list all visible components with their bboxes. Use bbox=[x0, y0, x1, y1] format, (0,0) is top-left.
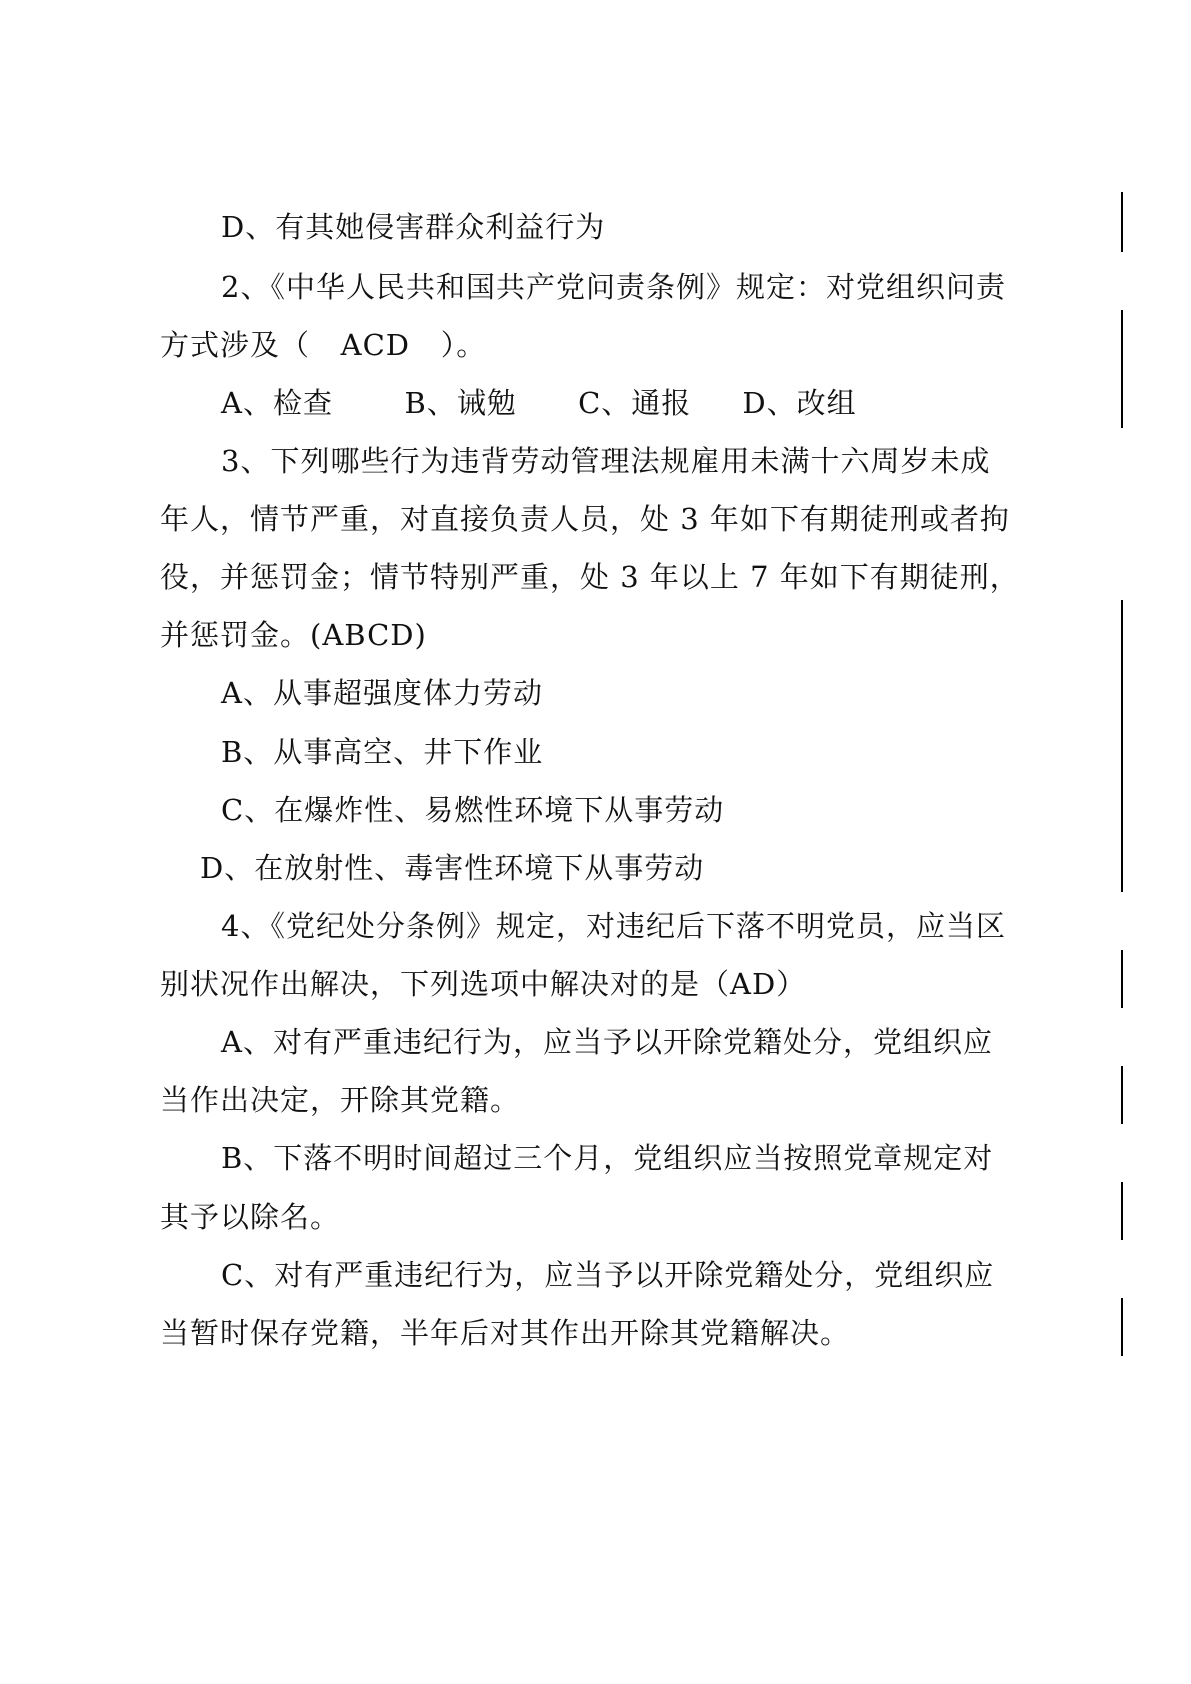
change-bar bbox=[1121, 310, 1123, 428]
text-line: 并惩罚金。(ABCD) bbox=[160, 618, 427, 652]
text-line: 3、下列哪些行为违背劳动管理法规雇用未满十六周岁未成 bbox=[221, 444, 991, 478]
text-line: 其予以除名。 bbox=[160, 1200, 341, 1234]
change-bar bbox=[1121, 192, 1123, 252]
change-bar bbox=[1121, 1182, 1123, 1240]
change-bar bbox=[1121, 1066, 1123, 1124]
text-line: B、下落不明时间超过三个月，党组织应当按照党章规定对 bbox=[221, 1141, 994, 1175]
change-bar bbox=[1121, 600, 1123, 892]
text-line: 别状况作出解决，下列选项中解决对的是（AD） bbox=[160, 967, 807, 1001]
change-bar bbox=[1121, 1298, 1123, 1356]
text-line: B、从事高空、井下作业 bbox=[221, 735, 544, 769]
text-line: C、在爆炸性、易燃性环境下从事劳动 bbox=[221, 793, 725, 827]
text-line: 役，并惩罚金；情节特别严重，处 3 年以上 7 年如下有期徒刑， bbox=[160, 560, 1020, 594]
text-line: D、有其她侵害群众利益行为 bbox=[221, 210, 606, 244]
text-line: 4、《党纪处分条例》规定，对违纪后下落不明党员，应当区 bbox=[221, 909, 1006, 943]
text-line: 2、《中华人民共和国共产党问责条例》规定：对党组织问责 bbox=[221, 270, 1006, 304]
text-line: 当作出决定，开除其党籍。 bbox=[160, 1083, 521, 1117]
text-line: 当暂时保存党籍，半年后对其作出开除其党籍解决。 bbox=[160, 1316, 851, 1350]
text-line: A、对有严重违纪行为，应当予以开除党籍处分，党组织应 bbox=[221, 1025, 993, 1059]
text-line: 年人，情节严重，对直接负责人员，处 3 年如下有期徒刑或者拘 bbox=[160, 502, 1010, 536]
change-bar bbox=[1121, 950, 1123, 1008]
text-line: 方式涉及（ ACD ）。 bbox=[160, 328, 487, 362]
text-line: C、对有严重违纪行为，应当予以开除党籍处分，党组织应 bbox=[221, 1258, 995, 1292]
text-line: D、在放射性、毒害性环境下从事劳动 bbox=[200, 851, 705, 885]
text-line: A、检查 B、诫勉 C、通报 D、改组 bbox=[221, 386, 857, 420]
text-line: A、从事超强度体力劳动 bbox=[221, 676, 543, 710]
